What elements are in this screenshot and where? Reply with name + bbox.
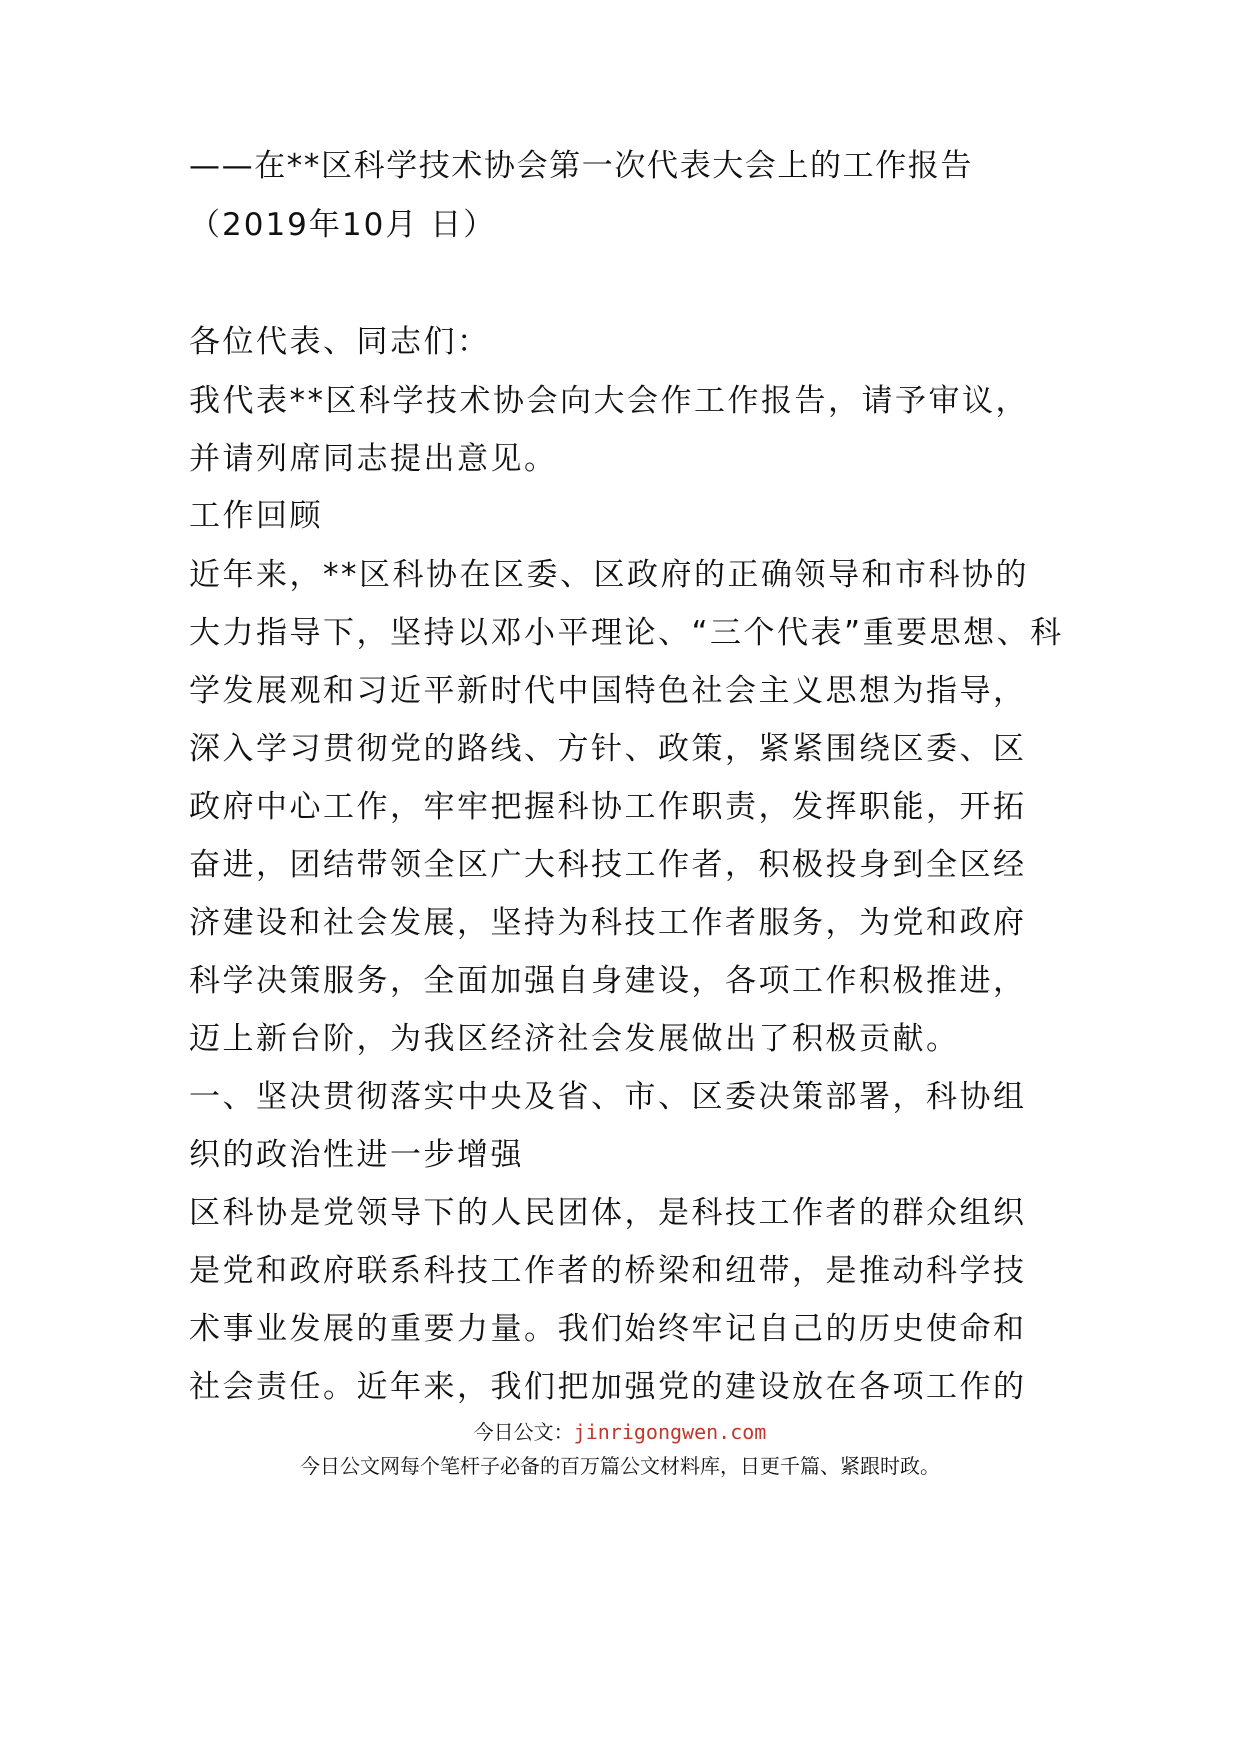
section-heading: 工作回顾 [189,498,323,534]
body-line: 近年来，**区科协在区委、区政府的正确领导和市科协的 [189,557,1029,593]
body-line: 奋进，团结带领全区广大科技工作者，积极投身到全区经 [189,847,1027,883]
body-line: 社会责任。近年来，我们把加强党的建设放在各项工作的 [189,1369,1027,1405]
section-heading-1-cont: 织的政治性进一步增强 [189,1137,524,1173]
footer-source-link[interactable]: jinrigongwen.com [573,1420,767,1444]
footer-tagline: 今日公文网每个笔杆子必备的百万篇公文材料库，日更千篇、紧跟时政。 [300,1454,940,1478]
section-heading-1: 一、坚决贯彻落实中央及省、市、区委决策部署，科协组 [189,1079,1027,1115]
footer-source-label: 今日公文： [473,1420,574,1444]
body-line: 术事业发展的重要力量。我们始终牢记自己的历史使命和 [189,1311,1027,1347]
body-line: 政府中心工作，牢牢把握科协工作职责，发挥职能，开拓 [189,789,1027,825]
body-line: 大力指导下，坚持以邓小平理论、“三个代表”重要思想、科 [189,615,1064,651]
body-line: 济建设和社会发展，坚持为科技工作者服务，为党和政府 [189,905,1027,941]
body-line: 我代表**区科学技术协会向大会作工作报告，请予审议， [189,383,1029,419]
body-line: 学发展观和习近平新时代中国特色社会主义思想为指导， [189,673,1027,709]
salutation: 各位代表、同志们： [189,324,491,360]
body-line: 是党和政府联系科技工作者的桥梁和纽带，是推动科学技 [189,1253,1027,1289]
body-line: 科学决策服务，全面加强自身建设，各项工作积极推进， [189,963,1027,999]
body-line: 区科协是党领导下的人民团体，是科技工作者的群众组织 [189,1195,1027,1231]
report-date: （2019年10月 日） [189,207,497,243]
body-line: 并请列席同志提出意见。 [189,441,558,477]
body-line: 迈上新台阶，为我区经济社会发展做出了积极贡献。 [189,1021,960,1057]
report-subtitle: ——在**区科学技术协会第一次代表大会上的工作报告 [189,148,973,184]
body-line: 深入学习贯彻党的路线、方针、政策，紧紧围绕区委、区 [189,731,1027,767]
footer-source [0,1419,1240,1445]
